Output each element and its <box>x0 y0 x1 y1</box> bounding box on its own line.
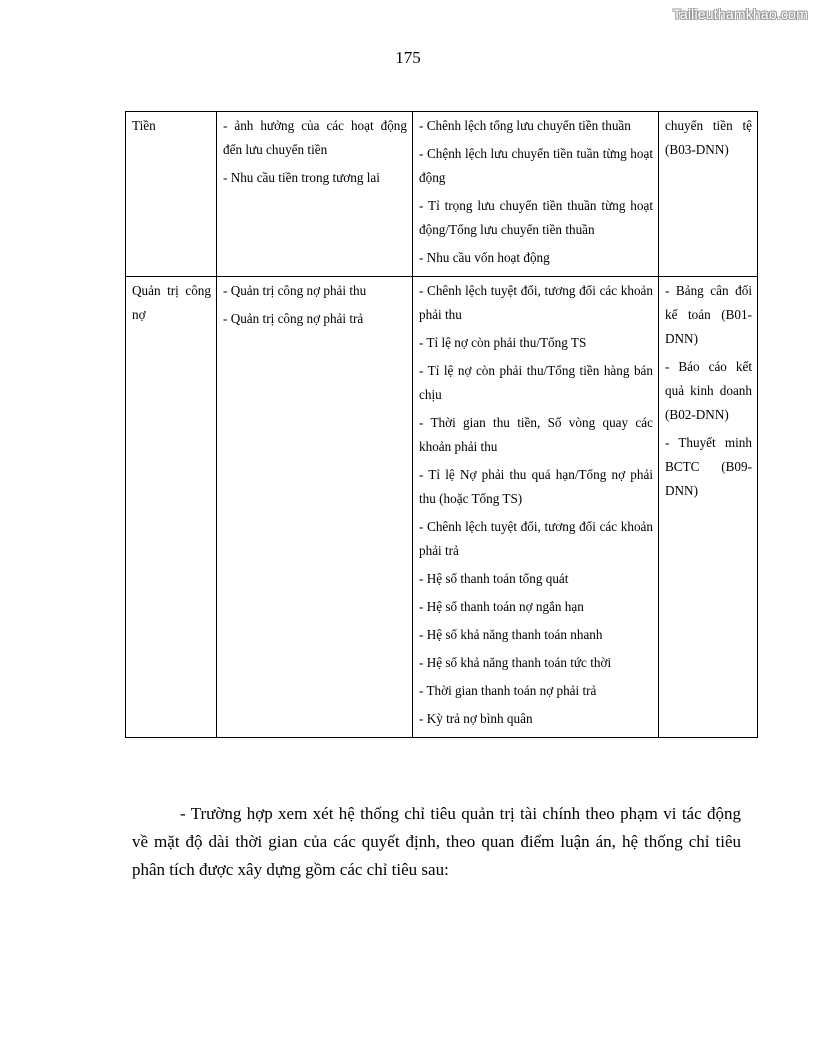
watermark: Tailieuthamkhao.com <box>672 6 808 22</box>
factor-item: - Quản trị công nợ phải thu <box>223 283 367 298</box>
factors-cell <box>217 277 413 738</box>
indicator-item: - Tỉ lệ Nợ phải thu quá hạn/Tổng nợ phải thu (hoặc Tổng TS) <box>419 467 653 506</box>
page-number: 175 <box>395 48 421 67</box>
factor-item: - Quản trị công nợ phải trả <box>223 311 364 326</box>
table-row-cash <box>126 112 758 277</box>
category-cell <box>126 277 217 738</box>
table-row-debt <box>126 277 758 738</box>
indicator-item: - Thời gian thanh toán nợ phải trả <box>419 683 597 698</box>
indicator-item: - Thời gian thu tiền, Số vòng quay các khoản phải thu <box>419 415 653 454</box>
indicator-item: - Tỉ lệ nợ còn phải thu/Tổng TS <box>419 335 587 350</box>
body-paragraph: - Trường hợp xem xét hệ thống chỉ tiêu quản trị tài chính theo phạm vi tác động về mặt độ dài thời gian của các quyết định, theo quan điểm luận án, hệ thống chỉ tiêu phân tích được xây dựng gồm các chỉ tiêu sau: <box>132 804 741 879</box>
indicator-item: - Hệ số khả năng thanh toán tức thời <box>419 655 612 670</box>
factors-cell <box>217 112 413 277</box>
indicator-item: - Nhu cầu vốn hoạt động <box>419 250 550 265</box>
indicator-item: - Tỉ lệ nợ còn phải thu/Tổng tiền hàng bán chịu <box>419 363 653 402</box>
indicator-item: - Hệ số khả năng thanh toán nhanh <box>419 627 603 642</box>
indicator-item: - Tỉ trọng lưu chuyển tiền thuần từng hoạt động/Tổng lưu chuyển tiền thuần <box>419 198 653 237</box>
sources-cell <box>659 112 758 277</box>
indicator-item: - Chênh lệch tuyệt đối, tương đối các khoản phải thu <box>419 283 653 322</box>
indicator-item: - Kỳ trả nợ bình quân <box>419 711 533 726</box>
indicators-cell <box>413 277 659 738</box>
indicator-item: - Chênh lệch tuyệt đối, tương đối các khoản phải trả <box>419 519 653 558</box>
indicator-item: - Chênh lệch tổng lưu chuyển tiền thuần <box>419 118 631 133</box>
sources-cell <box>659 277 758 738</box>
category-label: Tiền <box>132 118 156 133</box>
source-item: - Báo cáo kết quả kinh doanh (B02-DNN) <box>665 359 752 422</box>
indicator-item: - Hệ số thanh toán nợ ngắn hạn <box>419 599 584 614</box>
factor-item: - Nhu cầu tiền trong tương lai <box>223 170 380 185</box>
source-item: chuyển tiền tệ (B03-DNN) <box>665 118 752 157</box>
category-label: Quản trị công nợ <box>132 283 211 322</box>
source-item: - Thuyết minh BCTC (B09-DNN) <box>665 435 752 498</box>
factor-item: - ảnh hưởng của các hoạt động đến lưu chuyển tiền <box>223 118 407 157</box>
indicator-table <box>125 111 758 738</box>
indicator-item: - Hệ số thanh toán tổng quát <box>419 571 569 586</box>
indicator-item: - Chệnh lệch lưu chuyển tiền tuần từng hoạt động <box>419 146 653 185</box>
indicators-cell <box>413 112 659 277</box>
category-cell <box>126 112 217 277</box>
source-item: - Bảng cân đối kế toán (B01-DNN) <box>665 283 752 346</box>
